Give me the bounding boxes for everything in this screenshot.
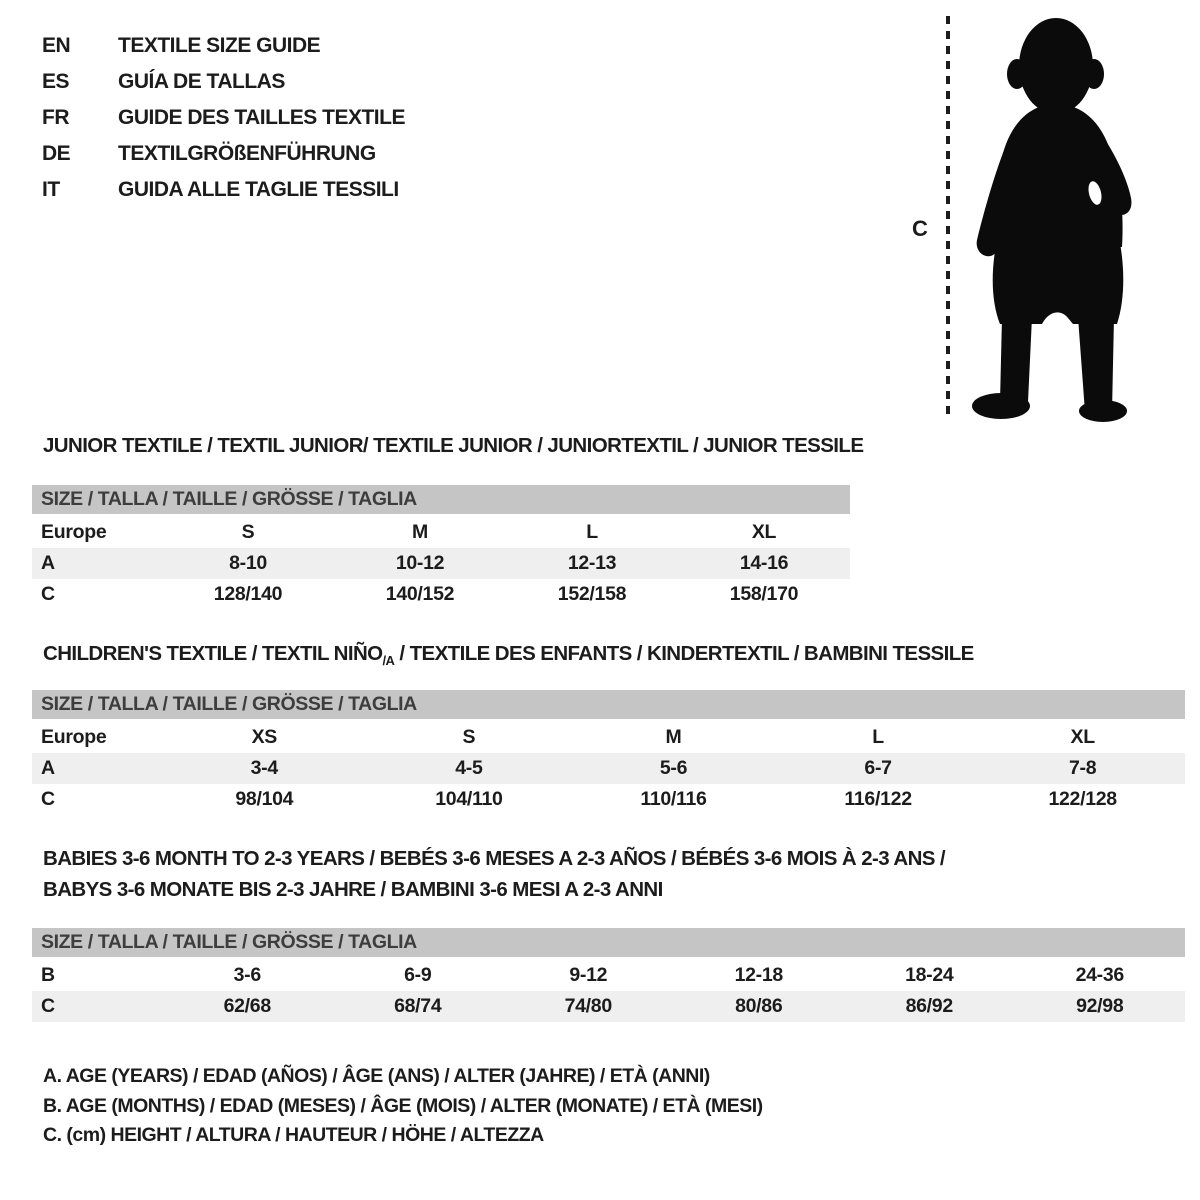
legend-line-a: A. AGE (YEARS) / EDAD (AÑOS) / ÂGE (ANS) / ALTER (JAHRE) / ETÀ (ANNI): [43, 1065, 710, 1087]
size-value-cell: 110/116: [640, 788, 707, 810]
language-title-list: [42, 28, 405, 208]
size-table-row: [32, 548, 850, 579]
size-value-cell: 7-8: [1069, 757, 1097, 779]
language-row: [42, 64, 405, 100]
language-code: DE: [42, 142, 71, 165]
children-section-title: [43, 638, 974, 676]
legend: [43, 1062, 763, 1151]
language-row: [42, 28, 405, 64]
size-value-cell: M: [412, 521, 428, 543]
size-table-row: [32, 722, 1185, 753]
size-value-cell: 6-9: [404, 964, 432, 986]
language-title: GUÍA DE TALLAS: [118, 70, 285, 93]
toddler-silhouette-icon: [972, 12, 1142, 422]
size-table-row: [32, 579, 850, 610]
row-label: A: [41, 757, 55, 779]
size-value-cell: 3-4: [250, 757, 278, 779]
babies-title-line2: BABYS 3-6 MONATE BIS 2-3 JAHRE / BAMBINI 3-6 MESI A 2-3 ANNI: [43, 878, 663, 901]
children-title-sub: /A: [382, 653, 395, 669]
size-value-cell: 116/122: [844, 788, 912, 810]
size-value-cell: 12-18: [734, 964, 783, 986]
language-row: [42, 100, 405, 136]
size-value-cell: 140/152: [385, 583, 455, 605]
size-table-row: [32, 784, 1185, 815]
row-label: Europe: [41, 521, 107, 543]
size-value-cell: XS: [251, 726, 277, 748]
language-code: IT: [42, 178, 60, 201]
size-value-cell: 122/128: [1048, 788, 1117, 810]
size-value-cell: 68/74: [394, 995, 442, 1017]
height-measure-line: [946, 16, 950, 416]
size-value-cell: XL: [1070, 726, 1095, 748]
size-value-cell: 152/158: [557, 583, 627, 605]
row-label: B: [41, 964, 55, 986]
size-value-cell: 5-6: [659, 757, 688, 779]
size-header-bar: SIZE / TALLA / TAILLE / GRÖSSE / TAGLIA: [32, 928, 1185, 957]
size-value-cell: 3-6: [233, 964, 261, 986]
size-value-cell: 92/98: [1076, 995, 1124, 1017]
language-title: TEXTILE SIZE GUIDE: [118, 34, 321, 57]
size-value-cell: 98/104: [235, 788, 294, 810]
legend-line-c: C. (cm) HEIGHT / ALTURA / HAUTEUR / HÖHE / ALTEZZA: [43, 1124, 544, 1146]
babies-size-table: [32, 960, 1185, 1022]
size-value-cell: 12-13: [567, 552, 617, 574]
row-label: A: [41, 552, 55, 574]
size-value-cell: L: [872, 726, 884, 748]
size-value-cell: 128/140: [213, 583, 283, 605]
size-table-row: [32, 991, 1185, 1022]
size-value-cell: 104/110: [435, 788, 503, 810]
row-label: C: [41, 788, 55, 810]
language-title: GUIDE DES TAILLES TEXTILE: [118, 106, 405, 129]
babies-section-title: [43, 843, 945, 905]
size-value-cell: 6-7: [864, 757, 892, 779]
language-code: ES: [42, 70, 70, 93]
row-label: C: [41, 995, 55, 1017]
size-value-cell: XL: [751, 521, 777, 543]
language-title: GUIDA ALLE TAGLIE TESSILI: [118, 178, 399, 201]
legend-line-b: B. AGE (MONTHS) / EDAD (MESES) / ÂGE (MOIS) / ALTER (MONATE) / ETÀ (MESI): [43, 1094, 763, 1117]
size-header-bar: SIZE / TALLA / TAILLE / GRÖSSE / TAGLIA: [32, 690, 1185, 719]
size-value-cell: 158/170: [729, 583, 799, 605]
row-label: C: [41, 583, 55, 605]
language-code: FR: [42, 106, 69, 129]
size-value-cell: S: [462, 726, 476, 748]
size-value-cell: M: [665, 726, 682, 748]
size-value-cell: 9-12: [569, 964, 608, 986]
size-table-row: [32, 517, 850, 548]
size-value-cell: 4-5: [455, 757, 483, 779]
size-header-bar: SIZE / TALLA / TAILLE / GRÖSSE / TAGLIA: [32, 485, 850, 514]
language-row: [42, 172, 405, 208]
size-table-row: [32, 960, 1185, 991]
language-row: [42, 136, 405, 172]
size-value-cell: 14-16: [739, 552, 789, 574]
language-title: TEXTILGRÖßENFÜHRUNG: [118, 142, 376, 165]
size-value-cell: 62/68: [223, 995, 271, 1017]
junior-section-title: JUNIOR TEXTILE / TEXTIL JUNIOR/ TEXTILE JUNIOR / JUNIORTEXTIL / JUNIOR TESSILE: [43, 434, 864, 457]
size-value-cell: 74/80: [564, 995, 612, 1017]
language-code: EN: [42, 34, 71, 57]
size-value-cell: 8-10: [229, 552, 267, 574]
size-value-cell: L: [586, 521, 598, 543]
size-value-cell: 18-24: [905, 964, 954, 986]
size-table-row: [32, 753, 1185, 784]
size-value-cell: 80/86: [735, 995, 783, 1017]
babies-title-line1: BABIES 3-6 MONTH TO 2-3 YEARS / BEBÉS 3-6 MESES A 2-3 AÑOS / BÉBÉS 3-6 MOIS À 2-3 ANS /: [43, 847, 946, 870]
children-title-text: / TEXTILE DES ENFANTS / KINDERTEXTIL / BAMBINI TESSILE: [394, 642, 974, 665]
size-value-cell: S: [241, 521, 255, 543]
height-measure-label: C: [912, 216, 928, 241]
junior-size-table: [32, 517, 850, 610]
children-title-text: CHILDREN'S TEXTILE / TEXTIL NIÑO: [43, 642, 383, 665]
size-value-cell: 86/92: [905, 995, 953, 1017]
size-value-cell: 10-12: [395, 552, 445, 574]
size-value-cell: 24-36: [1075, 964, 1124, 986]
children-size-table: [32, 722, 1185, 815]
row-label: Europe: [41, 726, 107, 748]
